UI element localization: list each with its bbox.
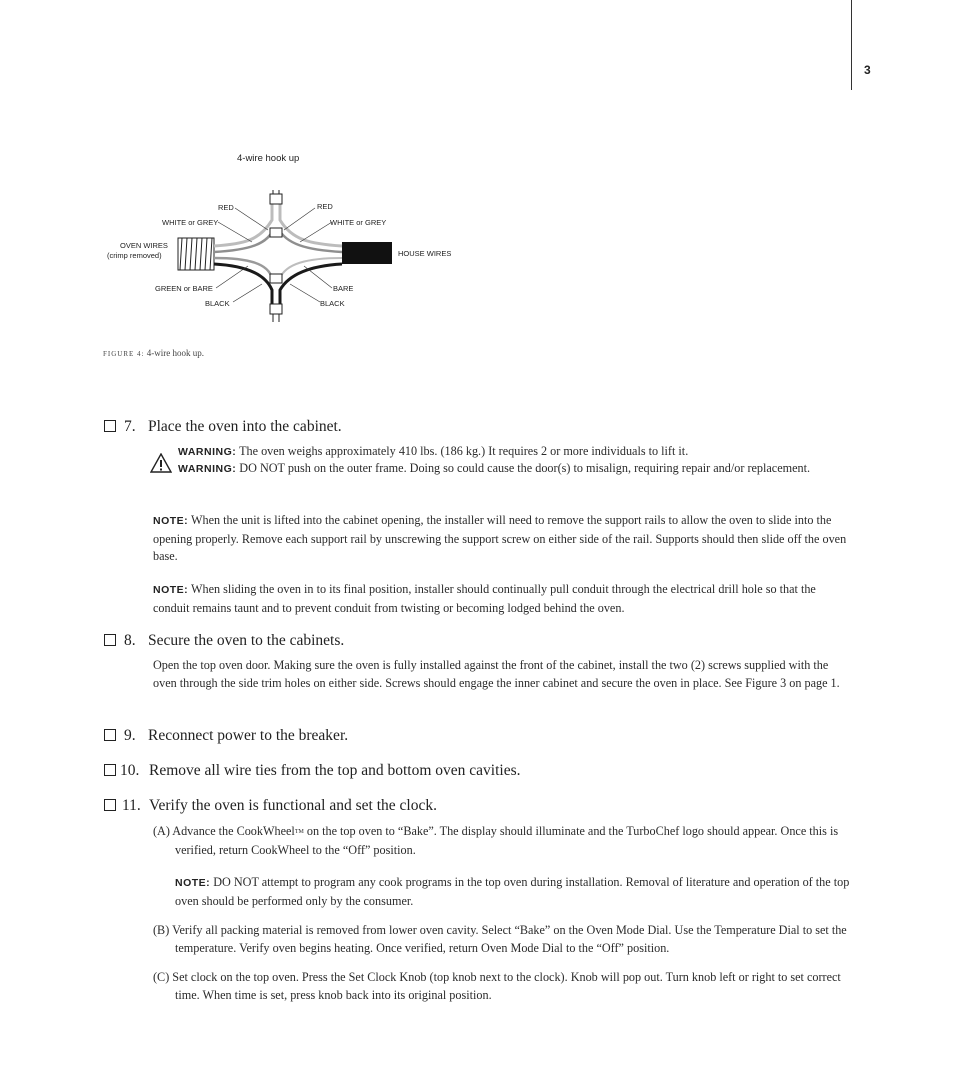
note-text-2: When sliding the oven in to its final position, installer should continually pull conduit through the electrical drill hole so that the conduit remains taunt and to prevent conduit from twisting or becoming lodged behind the oven. <box>153 582 816 615</box>
step-8 <box>104 632 344 650</box>
note-1 <box>153 512 853 566</box>
label-red-right: RED <box>317 202 333 211</box>
trademark-mark: TM <box>294 829 304 835</box>
label-crimp-removed: (crimp removed) <box>107 251 162 260</box>
red-wire-left <box>214 228 274 252</box>
label-bare: BARE <box>333 284 354 293</box>
wire-nut-bottom <box>270 304 282 314</box>
figure-caption-text: 4-wire hook up. <box>146 348 204 358</box>
warning-label-1: WARNING: <box>178 446 237 458</box>
label-white-right: WHITE or GREY <box>330 218 387 227</box>
label-black-right: BLACK <box>320 299 345 308</box>
oven-conduit <box>178 238 214 270</box>
figure-caption-label: FIGURE 4: <box>103 350 145 358</box>
step-11-note-label: NOTE: <box>175 877 211 889</box>
step-10 <box>104 762 520 780</box>
figure-title: 4-wire hook up <box>237 153 300 164</box>
wire-nut-red <box>270 228 282 237</box>
step-10-title: Remove all wire ties from the top and bottom oven cavities. <box>149 762 521 779</box>
warning-label-2: WARNING: <box>178 463 237 475</box>
house-cable <box>342 242 392 264</box>
step-11-note-text: DO NOT attempt to program any cook programs in the top oven during installation. Removal of literature and operation of the top oven should be performed only by the consumer. <box>175 875 850 908</box>
checkbox-step-7[interactable] <box>104 420 116 432</box>
step-11-c: (C) Set clock on the top oven. Press the Set Clock Knob (top knob next to the clock). Knob will pop out. Turn knob left or right to set correct time. When time is set, press knob back into its original position. <box>153 970 841 1002</box>
warning-text-2: DO NOT push on the outer frame. Doing so could cause the door(s) to misalign, requiring repair and/or replacement. <box>239 461 811 475</box>
step-11-b: (B) Verify all packing material is removed from lower oven cavity. Select “Bake” on the Oven Mode Dial. Use the Temperature Dial to set the temperature. Verify oven begins heating. Once verified, return Oven Mode Dial to the “Off” position. <box>153 923 847 955</box>
warning-1 <box>153 443 853 462</box>
note-label-1: NOTE: <box>153 515 189 527</box>
step-11-a-prefix: (A) Advance the CookWheel <box>153 824 295 838</box>
step-9-number: 9. <box>124 727 136 744</box>
checkbox-step-11[interactable] <box>104 799 116 811</box>
step-11-number: 11. <box>122 797 141 814</box>
label-red-left: RED <box>218 203 234 212</box>
warning-2 <box>153 460 853 479</box>
step-10-number: 10. <box>120 762 140 779</box>
label-black-left: BLACK <box>205 299 230 308</box>
step-9 <box>104 727 348 745</box>
step-11-a-rest: on the top oven to “Bake”. The display should illuminate and the TurboChef logo should appear. Once this is verified, return CookWheel to the “Off” position. <box>175 824 839 857</box>
step-11 <box>104 797 437 815</box>
label-white-left: WHITE or GREY <box>162 218 219 227</box>
wire-nut-green <box>270 274 282 283</box>
step-7-title: Place the oven into the cabinet. <box>148 418 342 435</box>
page-number: 3 <box>864 63 871 77</box>
note-label-2: NOTE: <box>153 584 189 596</box>
step-8-title: Secure the oven to the cabinets. <box>148 632 345 649</box>
step-11-note <box>175 874 855 910</box>
step-8-text: Open the top oven door. Making sure the oven is fully installed against the front of the cabinet, install the two (2) screws supplied with the oven through the side trim holes on either side. Screws should engage the inner cabinet and secure the oven in place. See Figure 3 on page 1. <box>153 658 840 690</box>
label-green-bare: GREEN or BARE <box>155 284 213 293</box>
note-2 <box>153 581 853 617</box>
step-11-a <box>153 823 853 859</box>
checkbox-step-8[interactable] <box>104 634 116 646</box>
wire-nut-top <box>270 194 282 204</box>
label-house-wires: HOUSE WIRES <box>398 249 452 258</box>
step-7 <box>104 418 342 436</box>
header-rule <box>851 0 852 90</box>
step-9-title: Reconnect power to the breaker. <box>148 727 349 744</box>
checkbox-step-9[interactable] <box>104 729 116 741</box>
label-oven-wires: OVEN WIRES <box>120 241 168 250</box>
note-text-1: When the unit is lifted into the cabinet opening, the installer will need to remove the support rails to allow the oven to slide into the opening properly. Remove each support rail by unscrewing the support screw on either side of the rail. Supports should then slide off the oven base. <box>153 513 847 563</box>
wire-hookup-diagram <box>100 180 480 330</box>
step-7-number: 7. <box>124 418 136 435</box>
warning-text-1: The oven weighs approximately 410 lbs. (186 kg.) It requires 2 or more individuals to lift it. <box>239 444 689 458</box>
step-11-title: Verify the oven is functional and set the clock. <box>149 797 437 814</box>
step-8-number: 8. <box>124 632 136 649</box>
figure-caption <box>103 348 204 358</box>
checkbox-step-10[interactable] <box>104 764 116 776</box>
